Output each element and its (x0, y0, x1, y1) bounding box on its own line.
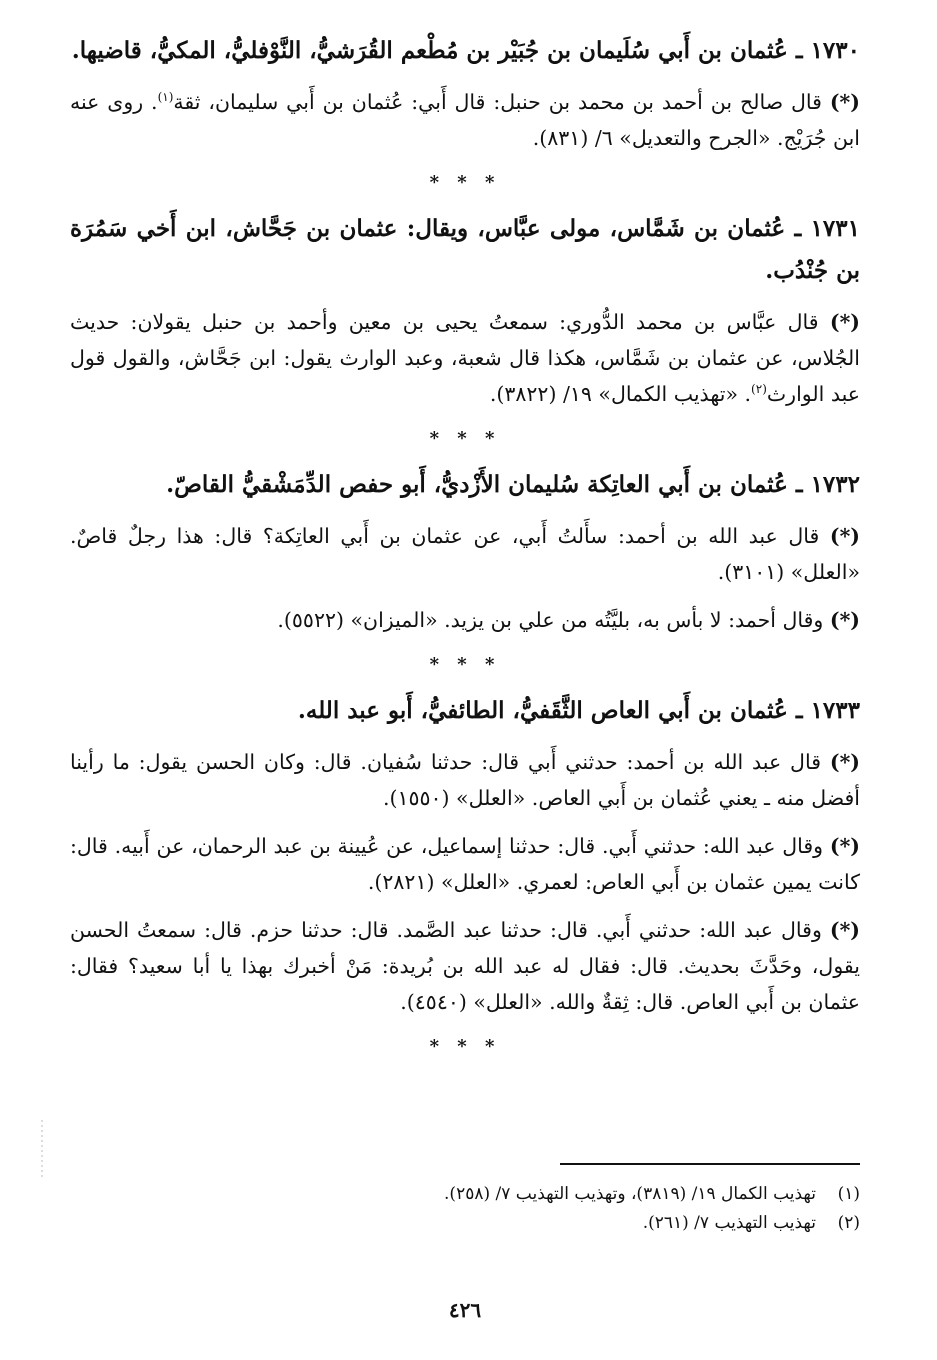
entry-title: ١٧٣٠ ـ عُثمان بن أَبي سُلَيمان بن جُبَيْر بن مُطْعم القُرَشيُّ، النَّوْفليُّ، المكيُّ، قاضيها. (71, 37, 860, 64)
paragraph-text: قال عبَّاس بن محمد الدُّوري: سمعتُ يحيى بن معين وأحمد بن حنبل يقولان: حديث الجُلاس، عن عثمان بن شَمَّاس، هكذا قال شعبة، وعبد الوارث يقول: ابن جَحَّاش، والقول قول عبد الوارث (70, 310, 860, 406)
paragraph-text: قال عبد الله بن أحمد: حدثني أَبي قال: حدثنا سُفيان. قال: وكان الحسن يقول: ما رأينا أفضل منه ـ يعني عُثمان بن أَبي العاص. «العلل» (١٥٥٠). (70, 750, 860, 810)
entry-title: ١٧٣١ ـ عُثمان بن شَمَّاس، مولى عبَّاس، ويقال: عثمان بن جَحَّاش، ابن أَخي سَمُرَة بن جُنْدُب. (70, 215, 860, 284)
footnote-text: تهذيب الكمال ١٩/ (٣٨١٩)، وتهذيب التهذيب ٧/ (٢٥٨). (444, 1184, 816, 1204)
section-separator: * * * (429, 428, 501, 449)
paragraph-text: قال صالح بن أحمد بن محمد بن حنبل: قال أَبي: عُثمان بن أَبي سليمان، ثقة (173, 90, 822, 114)
paragraph-text: قال عبد الله بن أحمد: سأَلتُ أَبي، عن عثمان بن أَبي العاتِكة؟ قال: هذا رجلٌ قاصٌ. «العلل» (٣١٠١). (70, 524, 860, 584)
star-marker: (*) (829, 918, 860, 942)
entry-paragraph (70, 518, 860, 590)
footnote-ref[interactable]: (٢) (751, 382, 767, 397)
page-number: ٤٢٦ (448, 1298, 482, 1322)
entry-1731 (70, 208, 860, 412)
entry-1732 (70, 464, 860, 638)
paragraph-text: وقال عبد الله: حدثني أَبي. قال: حدثنا عبد الصَّمد. قال: حدثنا حزم. قال: سمعتُ الحسن يقول، وحَدَّثَ بحديث. قال: فقال له عبد الله بن بُريدة: مَنْ أخبرك بهذا يا أبا سعيد؟ فقال: عثمان بن أَبي العاص. قال: ثِقةٌ والله. «العلل» (٤٥٤٠). (70, 918, 860, 1014)
entry-paragraph (70, 744, 860, 816)
footnote-divider (560, 1163, 860, 1165)
entry-title: ١٧٣٢ ـ عُثمان بن أَبي العاتِكة سُليمان الأَزْديُّ، أَبو حفص الدِّمَشْقيُّ القاصّ. (166, 471, 860, 498)
section-separator: * * * (429, 1036, 501, 1057)
footnote-item (70, 1209, 860, 1238)
scan-mark-icon (40, 1120, 44, 1180)
star-marker: (*) (829, 834, 860, 858)
footnote-text: تهذيب التهذيب ٧/ (٢٦١). (642, 1213, 816, 1233)
footnote-item (70, 1180, 860, 1209)
footnote-number: (٢) (837, 1213, 860, 1233)
entry-1733 (70, 690, 860, 1020)
entry-1730 (70, 30, 860, 156)
footnote-ref[interactable]: (١) (157, 90, 174, 105)
footnotes (70, 1180, 860, 1238)
section-separator: * * * (429, 654, 501, 675)
star-marker: (*) (829, 90, 860, 114)
star-marker: (*) (829, 310, 860, 334)
paragraph-text: وقال أحمد: لا بأس به، بليَّتُه من علي بن يزيد. «الميزان» (٥٥٢٢). (277, 608, 824, 632)
section-separator: * * * (429, 172, 501, 193)
entry-paragraph (70, 912, 860, 1020)
paragraph-text-tail: . روى عنه ابن جُرَيْج. «الجرح والتعديل» ٦/ (٨٣١). (70, 90, 860, 150)
entry-paragraph (70, 602, 860, 638)
book-page (70, 30, 860, 1340)
star-marker: (*) (829, 750, 860, 774)
entry-paragraph (70, 84, 860, 156)
star-marker: (*) (829, 608, 860, 632)
entry-paragraph (70, 828, 860, 900)
paragraph-text: وقال عبد الله: حدثني أَبي. قال: حدثنا إسماعيل، عن عُيينة بن عبد الرحمان، عن أَبيه. قال: كانت يمين عثمان بن أَبي العاص: لعمري. «العلل» (٢٨٢١). (70, 834, 860, 894)
paragraph-text-tail: . «تهذيب الكمال» ١٩/ (٣٨٢٢). (489, 382, 752, 406)
footnote-number: (١) (837, 1184, 860, 1204)
star-marker: (*) (829, 524, 860, 548)
entry-title: ١٧٣٣ ـ عُثمان بن أَبي العاص الثَّقَفيُّ، الطائفيُّ، أَبو عبد الله. (297, 697, 860, 724)
entry-paragraph (70, 304, 860, 412)
